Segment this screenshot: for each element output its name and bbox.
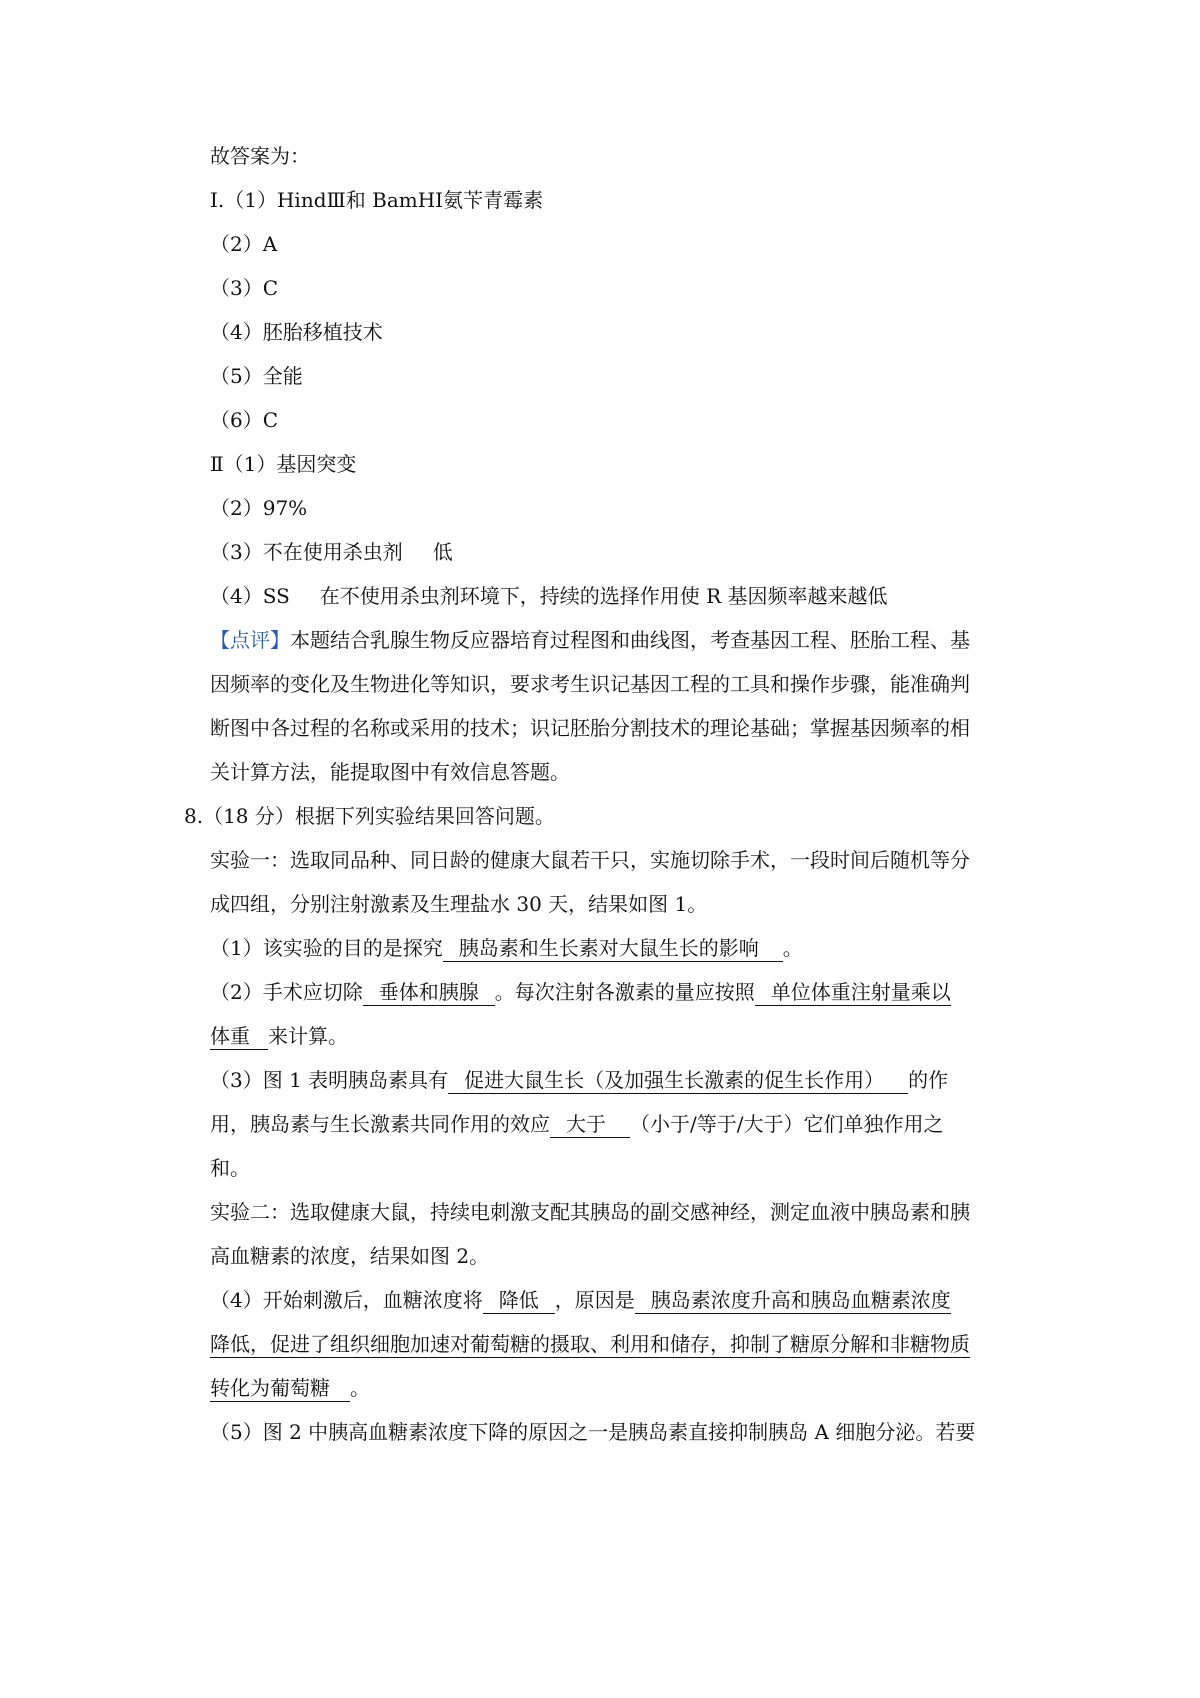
sub-q4-mid: ，原因是	[554, 1288, 635, 1312]
sub-question-2	[210, 978, 951, 1006]
comment-line-3: 断图中各过程的名称或采用的技术；识记胚胎分割技术的理论基础；掌握基因频率的相	[210, 716, 970, 740]
part1-q3: （3）C	[210, 276, 279, 300]
sub-q4-answer-2c: 转化为葡萄糖	[210, 1376, 350, 1402]
comment-tag: 【点评】	[210, 628, 290, 652]
sub-q4-answer-2a: 胰岛素浓度升高和胰岛血糖素浓度	[635, 1288, 951, 1314]
sub-q2-suffix: 来计算。	[268, 1024, 348, 1048]
sub-q4-answer-1: 降低	[483, 1288, 555, 1314]
sub-question-1	[210, 934, 803, 962]
sub-q3-answer-1: 促进大鼠生长（及加强生长激素的促生长作用）	[448, 1068, 908, 1094]
sub-q2-prompt: （2）手术应切除	[210, 980, 363, 1004]
sub-q2-answer-1: 垂体和胰腺	[363, 980, 495, 1006]
sub-question-4	[210, 1286, 951, 1314]
comment-line-4: 关计算方法，能提取图中有效信息答题。	[210, 760, 570, 784]
sub-q1-answer: 胰岛素和生长素对大鼠生长的影响	[443, 936, 783, 962]
part1-q5: （5）全能	[210, 364, 303, 388]
experiment-2-line-2: 高血糖素的浓度，结果如图 2。	[210, 1244, 490, 1268]
part2-q3-text: （3）不在使用杀虫剂	[210, 540, 403, 564]
sub-q4-answer-2b: 降低，促进了组织细胞加速对葡萄糖的摄取、利用和储存，抑制了糖原分解和非糖物质	[210, 1332, 970, 1356]
sub-q1-suffix: 。	[782, 936, 803, 960]
sub-q1-prompt: （1）该实验的目的是探究	[210, 936, 443, 960]
part1-q6: （6）C	[210, 408, 279, 432]
sub-question-3	[210, 1066, 948, 1094]
sub-question-2-line-2	[210, 1022, 348, 1050]
part2-q4-answer: （4）SS	[210, 584, 290, 608]
part2-q4-explanation: 在不使用杀虫剂环境下，持续的选择作用使 R 基因频率越来越低	[319, 584, 888, 608]
sub-q2-answer-2b: 体重	[210, 1024, 268, 1050]
sub-q3-line2-suffix: （小于/等于/大于）它们单独作用之	[630, 1112, 944, 1136]
answer-intro: 故答案为：	[210, 144, 310, 168]
sub-question-4-line-3	[210, 1374, 370, 1402]
experiment-1-line-1: 实验一：选取同品种、同日龄的健康大鼠若干只，实施切除手术，一段时间后随机等分	[210, 848, 970, 872]
sub-q4-suffix: 。	[350, 1376, 370, 1400]
sub-question-4-line-2	[210, 1330, 970, 1358]
experiment-1-line-2: 成四组，分别注射激素及生理盐水 30 天，结果如图 1。	[210, 892, 708, 916]
part2-q2: （2）97%	[210, 496, 308, 520]
experiment-2-line-1: 实验二：选取健康大鼠，持续电刺激支配其胰岛的副交感神经，测定血液中胰岛素和胰	[210, 1200, 970, 1224]
question-8-heading: 8.（18 分）根据下列实验结果回答问题。	[184, 804, 555, 828]
sub-q2-mid: 。每次注射各激素的量应按照	[494, 980, 755, 1004]
sub-q3-suffix-1: 的作	[908, 1068, 949, 1092]
comment-line-2: 因频率的变化及生物进化等知识，要求考生识记基因工程的工具和操作步骤，能准确判	[210, 672, 970, 696]
sub-q3-answer-2: 大于	[550, 1112, 630, 1138]
part1-q1	[210, 186, 543, 214]
sub-question-3-line-3: 和。	[210, 1156, 250, 1180]
sub-question-3-line-2	[210, 1110, 943, 1138]
part2-q3	[210, 538, 453, 566]
part1-q1-prefix: Ⅰ.（1）	[210, 188, 277, 212]
part1-q2: （2）A	[210, 232, 278, 256]
part2-q4	[210, 582, 888, 610]
part2-q3-answer: 低	[432, 540, 453, 564]
sub-q3-prompt: （3）图 1 表明胰岛素具有	[210, 1068, 449, 1092]
sub-q2-answer-2a: 单位体重注射量乘以	[755, 980, 951, 1006]
part1-q4: （4）胚胎移植技术	[210, 320, 383, 344]
sub-q4-prompt: （4）开始刺激后，血糖浓度将	[210, 1288, 483, 1312]
part2-q1: Ⅱ（1）基因突变	[210, 452, 357, 476]
comment-line-1	[210, 626, 970, 654]
part1-q1-text: HindⅢ和 BamHⅠ氨苄青霉素	[276, 188, 544, 212]
comment-text-1: 本题结合乳腺生物反应器培育过程图和曲线图，考查基因工程、胚胎工程、基	[290, 628, 970, 652]
sub-q3-line2-prompt: 用，胰岛素与生长激素共同作用的效应	[210, 1112, 550, 1136]
sub-question-5: （5）图 2 中胰高血糖素浓度下降的原因之一是胰岛素直接抑制胰岛 A 细胞分泌。若要	[210, 1420, 976, 1444]
